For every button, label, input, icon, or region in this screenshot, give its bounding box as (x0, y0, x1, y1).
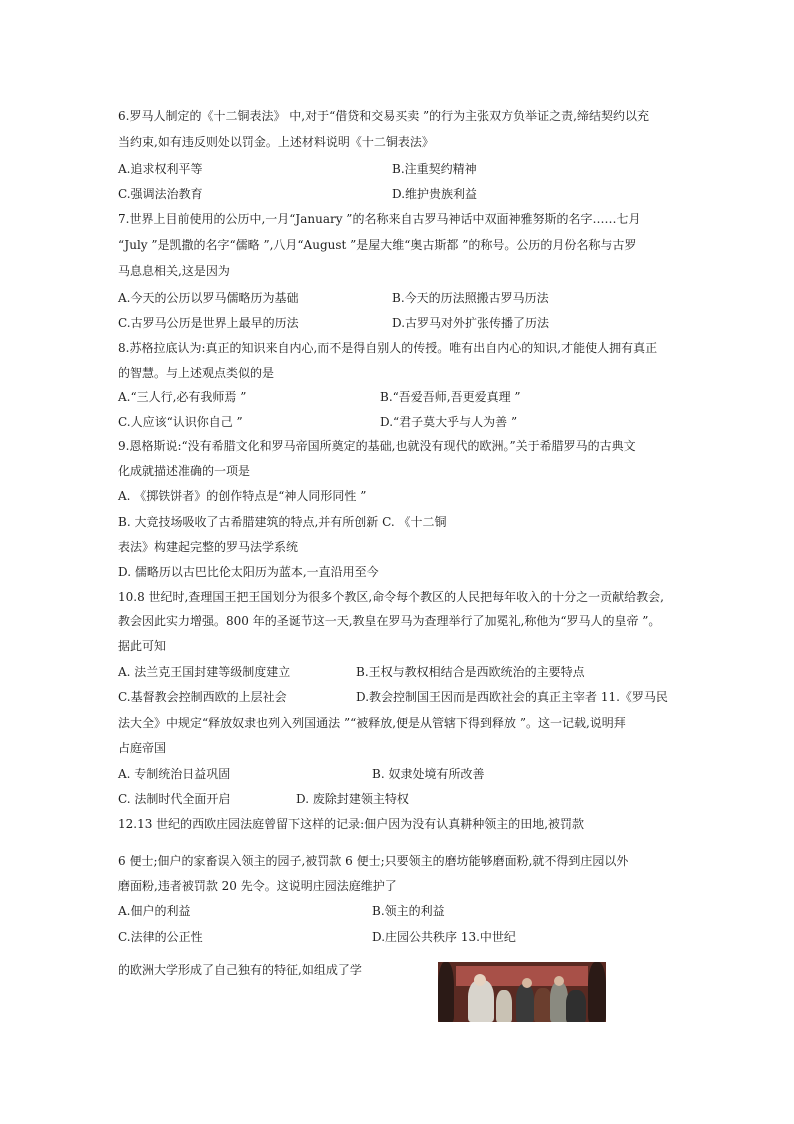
q11-stem-line1: 法大全》中规定“释放奴隶也列入列国通法 ”“被释放,便是从管辖下得到释放 ”。这一记载,说明拜 (118, 716, 626, 730)
illustration-right-border (588, 962, 606, 1022)
illustration-head (554, 976, 564, 986)
q8-option-a: A.“三人行,必有我师焉 ” (118, 390, 247, 404)
q11-option-a: A. 专制统治日益巩固 (118, 767, 231, 781)
q9-option-c: 表法》构建起完整的罗马法学系统 (118, 540, 299, 554)
q12-stem-line1: 12.13 世纪的西欧庄园法庭曾留下这样的记录:佃户因为没有认真耕种领主的田地,被罚款 (118, 817, 585, 831)
q6-stem-line2: 当约束,如有违反则处以罚金。上述材料说明《十二铜表法》 (118, 135, 434, 149)
illustration-left-border (438, 962, 454, 1022)
q7-stem-line3: 马息息相关,这是因为 (118, 264, 230, 278)
q7-option-c: C.古罗马公历是世界上最早的历法 (118, 316, 299, 330)
illustration-student-figure (566, 990, 586, 1022)
q10-option-c: C.基督教会控制西欧的上层社会 (118, 690, 287, 704)
q8-stem-line1: 8.苏格拉底认为:真正的知识来自内心,而不是得自别人的传授。唯有出自内心的知识,才能使人拥有真正 (118, 341, 658, 355)
q9-stem-line1: 9.恩格斯说:“没有希腊文化和罗马帝国所奠定的基础,也就没有现代的欧洲。”关于希腊罗马的古典文 (118, 439, 636, 453)
q11-option-b: B. 奴隶处境有所改善 (372, 767, 485, 781)
q12-option-d: D.庄园公共秩序 13.中世纪 (372, 930, 516, 944)
q10-option-d: D.教会控制国王因而是西欧社会的真正主宰者 11.《罗马民 (356, 690, 668, 704)
q13-stem-line1: 的欧洲大学形成了自己独有的特征,如组成了学 (118, 963, 362, 977)
q8-option-d: D.“君子莫大乎与人为善 ” (380, 415, 518, 429)
illustration-lecturer-figure (468, 980, 494, 1022)
q11-stem-line2: 占庭帝国 (118, 741, 167, 755)
illustration-head (522, 978, 532, 988)
q10-option-b: B.王权与教权相结合是西欧统治的主要特点 (356, 665, 585, 679)
q12-option-a: A.佃户的利益 (118, 904, 191, 918)
q9-option-b: B. 大竞技场吸收了古希腊建筑的特点,并有所创新 C. 《十二铜 (118, 515, 447, 529)
q6-option-a: A.追求权利平等 (118, 162, 203, 176)
illustration-lectern (496, 990, 512, 1022)
q7-option-d: D.古罗马对外扩张传播了历法 (392, 316, 550, 330)
q12-stem-line2: 6 便士;佃户的家畜误入领主的园子,被罚款 6 便士;只要领主的磨坊能够磨面粉,就不得到庄园以外 (118, 854, 629, 868)
q9-stem-line2: 化成就描述准确的一项是 (118, 464, 251, 478)
q12-option-b: B.领主的利益 (372, 904, 445, 918)
q12-stem-line3: 磨面粉,违者被罚款 20 先令。这说明庄园法庭维护了 (118, 879, 397, 893)
q10-stem-line1: 10.8 世纪时,查理国王把王国划分为很多个教区,命令每个教区的人民把每年收入的十分之一贡献给教会, (118, 590, 664, 604)
q9-option-d: D. 儒略历以古巴比伦太阳历为蓝本,一直沿用至今 (118, 565, 379, 579)
q11-option-c: C. 法制时代全面开启 (118, 792, 231, 806)
q10-stem-line3: 据此可知 (118, 639, 167, 653)
illustration-head (474, 974, 486, 986)
q7-stem-line2: “July ”是凯撒的名字“儒略 ”,八月“August ”是屋大维“奥古斯都 ”的称号。公历的月份名称与古罗 (118, 238, 637, 252)
q8-stem-line2: 的智慧。与上述观点类似的是 (118, 366, 275, 380)
q8-option-b: B.“吾爱吾师,吾更爱真理 ” (380, 390, 521, 404)
q7-option-a: A.今天的公历以罗马儒略历为基础 (118, 291, 299, 305)
q11-option-d: D. 废除封建领主特权 (296, 792, 409, 806)
q9-option-a: A. 《掷铁饼者》的创作特点是“神人同形同性 ” (118, 489, 367, 503)
q6-stem-line1: 6.罗马人制定的《十二铜表法》 中,对于“借贷和交易买卖 ”的行为主张双方负举证之责,缔结契约以充 (118, 109, 649, 123)
illustration-student-figure (516, 984, 534, 1022)
q7-stem-line1: 7.世界上目前使用的公历中,一月“January ”的名称来自古罗马神话中双面神雅努斯的名字……七月 (118, 212, 641, 226)
medieval-university-illustration (438, 962, 606, 1022)
q6-option-b: B.注重契约精神 (392, 162, 477, 176)
q6-option-d: D.维护贵族利益 (392, 187, 478, 201)
q10-option-a: A. 法兰克王国封建等级制度建立 (118, 665, 291, 679)
q7-option-b: B.今天的历法照搬古罗马历法 (392, 291, 549, 305)
q8-option-c: C.人应该“认识你自己 ” (118, 415, 243, 429)
q12-option-c: C.法律的公正性 (118, 930, 203, 944)
q10-stem-line2: 教会因此实力增强。800 年的圣诞节这一天,教皇在罗马为查理举行了加冕礼,称他为“罗马人的皇帝 ”。 (118, 614, 661, 628)
q6-option-c: C.强调法治教育 (118, 187, 203, 201)
